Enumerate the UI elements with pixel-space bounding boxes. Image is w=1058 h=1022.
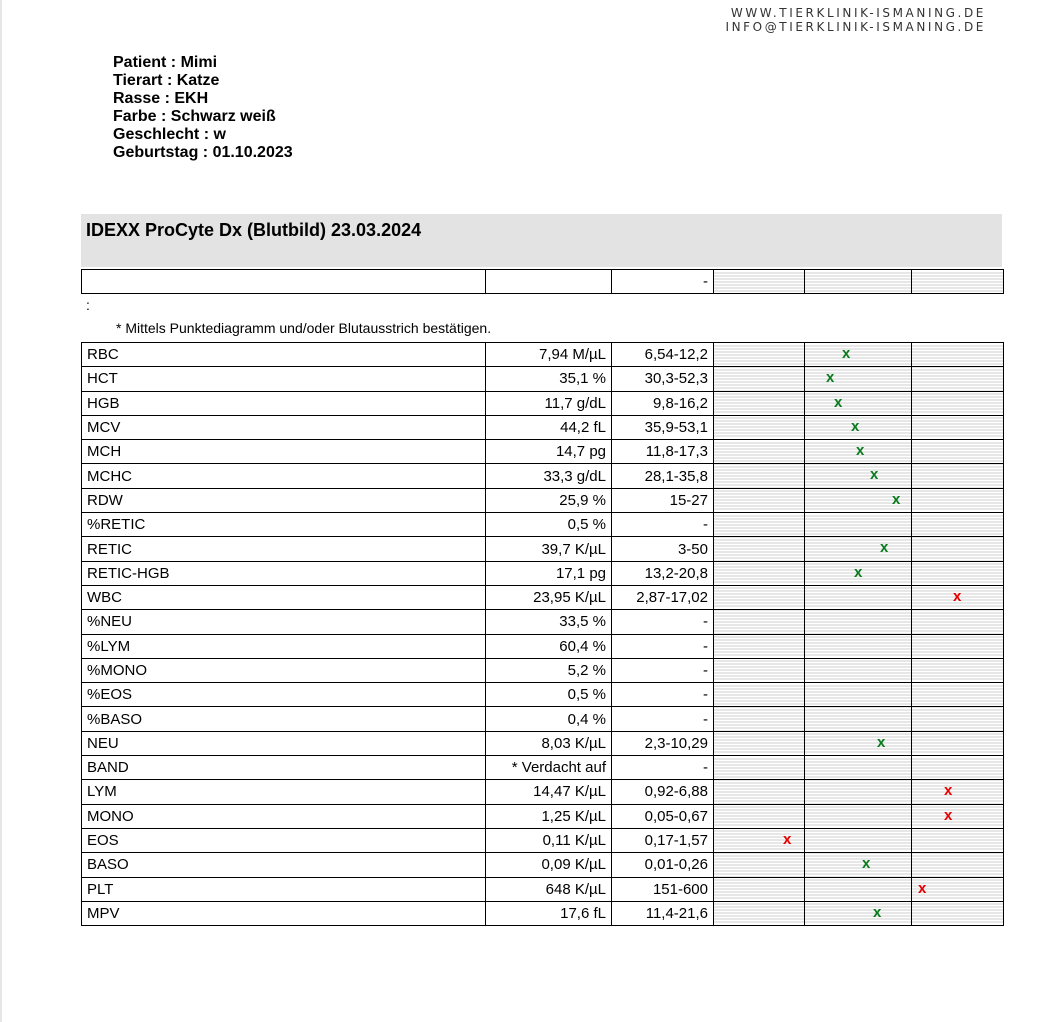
result-value: 14,7 pg [486,440,612,464]
result-row [82,731,1004,755]
result-row [82,513,1004,537]
lane-low [714,658,805,682]
patient-name: Patient : Mimi [113,54,218,71]
result-reference: 6,54-12,2 [612,343,714,367]
result-name: %EOS [82,683,486,707]
result-value: 7,94 M/µL [486,343,612,367]
result-value: 17,6 fL [486,901,612,925]
result-value: 44,2 fL [486,415,612,439]
result-value: 648 K/µL [486,877,612,901]
normal-mark: x [842,345,851,362]
lane-normal [805,853,912,877]
lane-low [714,537,805,561]
result-reference: 28,1-35,8 [612,464,714,488]
result-reference: 13,2-20,8 [612,561,714,585]
normal-mark: x [851,417,860,435]
result-value: 0,5 % [486,683,612,707]
lane-low [714,780,805,804]
result-row [82,707,1004,731]
lane-low [714,391,805,415]
result-reference: 11,8-17,3 [612,440,714,464]
lane-normal [805,658,912,682]
result-name: RDW [82,488,486,512]
header-reference-cell: - [612,270,714,294]
normal-mark: x [870,466,879,484]
result-row [82,585,1004,609]
lane-low [714,853,805,877]
lane-low [714,634,805,658]
result-reference: - [612,513,714,537]
header-row [82,270,1004,294]
result-name: %RETIC [82,513,486,537]
result-name: MCHC [82,464,486,488]
result-row [82,658,1004,682]
lane-high [912,707,1004,731]
result-row [82,804,1004,828]
header-lane-normal [805,270,912,294]
lane-high [912,488,1004,512]
lane-low [714,707,805,731]
result-name: %BASO [82,707,486,731]
lane-normal [805,804,912,828]
lane-high [912,343,1004,367]
result-value: 25,9 % [486,488,612,512]
header-value-cell [486,270,612,294]
lane-normal [805,877,912,901]
result-value: 35,1 % [486,367,612,391]
result-row [82,877,1004,901]
result-name: MPV [82,901,486,925]
patient-species: Tierart : Katze [113,72,220,89]
colon-line: : [86,297,90,313]
abnormal-mark: x [944,782,953,800]
lane-high [912,683,1004,707]
result-row [82,756,1004,780]
lane-high [912,853,1004,877]
lane-low [714,877,805,901]
result-row [82,780,1004,804]
lane-high [912,780,1004,804]
result-value: 23,95 K/µL [486,585,612,609]
lane-high [912,391,1004,415]
lane-normal [805,343,912,367]
lane-low [714,610,805,634]
result-reference: 15-27 [612,488,714,512]
result-value: 0,5 % [486,513,612,537]
lane-high [912,658,1004,682]
lane-high [912,464,1004,488]
result-value: 11,7 g/dL [486,391,612,415]
clinic-website[interactable]: WWW.TIERKLINIK-ISMANING.DE [730,6,986,20]
result-reference: 9,8-16,2 [612,391,714,415]
result-row [82,853,1004,877]
result-row [82,343,1004,367]
lane-high [912,415,1004,439]
lane-normal [805,707,912,731]
patient-birthday: Geburtstag : 01.10.2023 [113,144,293,161]
result-row [82,440,1004,464]
lane-high [912,828,1004,852]
lane-high [912,756,1004,780]
result-reference: - [612,658,714,682]
lane-low [714,756,805,780]
normal-mark: x [873,903,882,921]
lane-high [912,513,1004,537]
lane-normal [805,585,912,609]
lane-normal [805,537,912,561]
lane-low [714,585,805,609]
lane-normal [805,464,912,488]
page-edge [0,0,2,1022]
clinic-contact [725,6,986,34]
lane-low [714,561,805,585]
lane-low [714,513,805,537]
lane-normal [805,415,912,439]
results-table [81,342,1004,926]
result-reference: 11,4-21,6 [612,901,714,925]
result-name: WBC [82,585,486,609]
normal-mark: x [862,855,871,873]
normal-mark: x [892,490,901,508]
patient-color: Farbe : Schwarz weiß [113,108,276,125]
report-title-bar [81,214,1002,267]
result-reference: 30,3-52,3 [612,367,714,391]
lane-normal [805,828,912,852]
report-title: IDEXX ProCyte Dx (Blutbild) 23.03.2024 [86,220,422,240]
result-value: 17,1 pg [486,561,612,585]
result-reference: 0,01-0,26 [612,853,714,877]
result-value: 0,11 K/µL [486,828,612,852]
abnormal-mark: x [953,587,962,605]
lane-high [912,561,1004,585]
lane-normal [805,391,912,415]
result-name: MCV [82,415,486,439]
result-reference: 2,3-10,29 [612,731,714,755]
normal-mark: x [877,733,886,751]
result-name: RETIC [82,537,486,561]
result-reference: 0,05-0,67 [612,804,714,828]
result-row [82,415,1004,439]
result-row [82,464,1004,488]
lane-normal [805,731,912,755]
abnormal-mark: x [944,806,953,824]
lane-normal [805,780,912,804]
result-reference: - [612,634,714,658]
result-row [82,683,1004,707]
result-name: RBC [82,343,486,367]
result-name: PLT [82,877,486,901]
lane-normal [805,901,912,925]
result-value: 33,5 % [486,610,612,634]
lane-high [912,610,1004,634]
lane-high [912,585,1004,609]
lane-normal [805,610,912,634]
result-name: RETIC-HGB [82,561,486,585]
footnote: * Mittels Punktediagramm und/oder Blutausstrich bestätigen. [116,320,492,336]
result-name: MONO [82,804,486,828]
result-reference: - [612,610,714,634]
abnormal-mark: x [783,830,792,848]
lane-low [714,828,805,852]
lane-high [912,731,1004,755]
header-name-cell [82,270,486,294]
result-value: * Verdacht auf [486,756,612,780]
lane-normal [805,634,912,658]
lane-low [714,804,805,828]
normal-mark: x [880,539,889,557]
result-name: LYM [82,780,486,804]
result-value: 8,03 K/µL [486,731,612,755]
result-row [82,537,1004,561]
result-reference: 35,9-53,1 [612,415,714,439]
lane-low [714,464,805,488]
result-name: HGB [82,391,486,415]
lane-high [912,877,1004,901]
result-row [82,561,1004,585]
result-reference: 3-50 [612,537,714,561]
result-row [82,828,1004,852]
normal-mark: x [834,393,843,411]
lane-low [714,731,805,755]
result-reference: 2,87-17,02 [612,585,714,609]
lane-low [714,343,805,367]
result-row [82,610,1004,634]
normal-mark: x [854,563,863,581]
patient-sex: Geschlecht : w [113,126,226,143]
result-value: 39,7 K/µL [486,537,612,561]
result-reference: 0,92-6,88 [612,780,714,804]
result-name: NEU [82,731,486,755]
patient-info [113,54,293,162]
result-value: 1,25 K/µL [486,804,612,828]
result-reference: - [612,756,714,780]
result-row [82,367,1004,391]
result-reference: - [612,683,714,707]
lane-low [714,415,805,439]
result-name: BASO [82,853,486,877]
lane-low [714,367,805,391]
lane-normal [805,513,912,537]
lane-high [912,440,1004,464]
lane-low [714,488,805,512]
result-name: EOS [82,828,486,852]
result-row [82,901,1004,925]
result-name: MCH [82,440,486,464]
result-row [82,634,1004,658]
result-name: %LYM [82,634,486,658]
lane-low [714,440,805,464]
lane-normal [805,561,912,585]
lane-low [714,901,805,925]
result-value: 5,2 % [486,658,612,682]
result-reference: 151-600 [612,877,714,901]
lane-normal [805,367,912,391]
lane-normal [805,440,912,464]
lane-high [912,537,1004,561]
lane-high [912,634,1004,658]
header-table [81,269,1004,294]
header-lane-high [912,270,1004,294]
result-name: HCT [82,367,486,391]
result-row [82,391,1004,415]
lane-low [714,683,805,707]
result-value: 60,4 % [486,634,612,658]
result-name: %NEU [82,610,486,634]
normal-mark: x [826,369,835,387]
lane-high [912,901,1004,925]
patient-breed: Rasse : EKH [113,90,209,107]
lane-high [912,367,1004,391]
header-lane-low [714,270,805,294]
result-value: 0,09 K/µL [486,853,612,877]
result-value: 33,3 g/dL [486,464,612,488]
lane-normal [805,683,912,707]
result-name: BAND [82,756,486,780]
result-reference: - [612,707,714,731]
normal-mark: x [856,442,865,460]
result-reference: 0,17-1,57 [612,828,714,852]
lane-high [912,804,1004,828]
clinic-email[interactable]: INFO@TIERKLINIK-ISMANING.DE [725,20,986,34]
lane-normal [805,488,912,512]
result-value: 14,47 K/µL [486,780,612,804]
abnormal-mark: x [918,879,927,897]
result-name: %MONO [82,658,486,682]
results-body [82,343,1004,926]
result-value: 0,4 % [486,707,612,731]
lane-normal [805,756,912,780]
result-row [82,488,1004,512]
